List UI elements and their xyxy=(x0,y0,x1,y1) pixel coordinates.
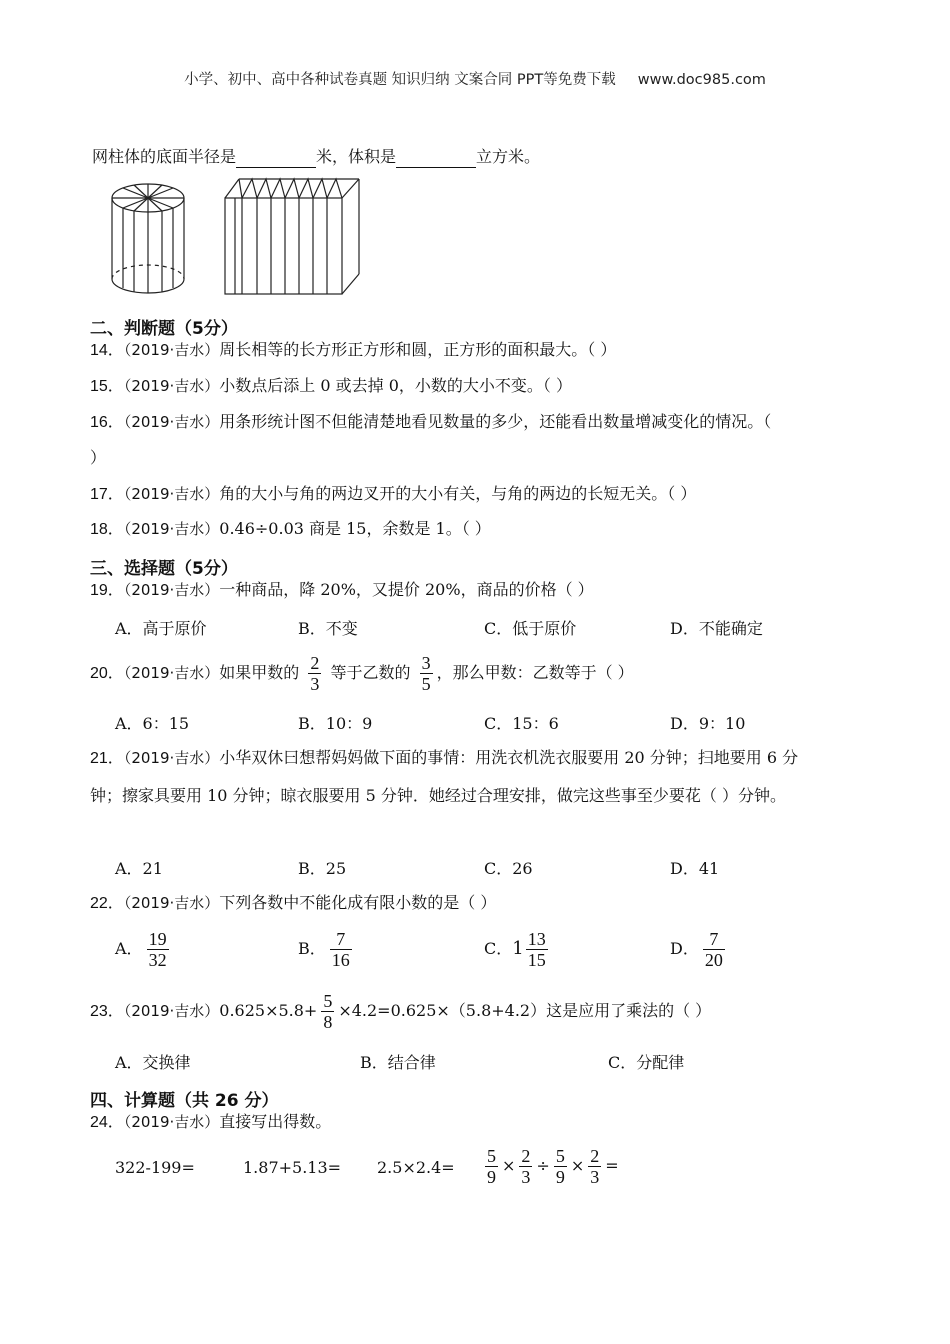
q19-option-c[interactable]: C．低于原价 xyxy=(484,619,577,638)
option-label: C． xyxy=(484,939,513,958)
q-source: （2019·吉水） xyxy=(123,377,220,395)
section-title-judge: 二、判断题（5分） xyxy=(90,319,238,339)
q-source: （2019·吉水） xyxy=(123,520,220,538)
numerator: 5 xyxy=(323,991,333,1011)
question-23 xyxy=(90,991,711,1032)
numerator: 19 xyxy=(148,929,167,949)
q-num: 21． xyxy=(90,750,124,767)
option-label: A． xyxy=(115,939,143,958)
q13-text-3: 立方米。 xyxy=(476,147,541,166)
answer-blank-volume[interactable] xyxy=(396,151,476,168)
fraction xyxy=(703,929,725,970)
numerator: 3 xyxy=(421,653,431,673)
numerator: 7 xyxy=(330,929,352,950)
q-source: （2019·吉水） xyxy=(123,581,220,599)
q22-option-b[interactable] xyxy=(298,929,356,970)
question-16 xyxy=(90,411,771,434)
q-text: 周长相等的长方形正方形和圆，正方形的面积最大。（ ） xyxy=(219,340,617,359)
cylinder-figures xyxy=(105,176,370,301)
option-label: D． xyxy=(670,939,699,958)
q-num: 18． xyxy=(90,521,124,538)
cuboid-figure xyxy=(225,179,359,294)
q23-option-a[interactable]: A．交换律 xyxy=(115,1053,191,1072)
denominator: 15 xyxy=(527,950,546,970)
denominator: 9 xyxy=(487,1167,496,1187)
numerator: 2 xyxy=(590,1146,600,1166)
q-text: 如果甲数的 xyxy=(219,663,300,682)
calc-item-4 xyxy=(481,1146,619,1187)
option-label: B． xyxy=(298,939,326,958)
denominator: 8 xyxy=(323,1012,333,1032)
operator: × xyxy=(570,1156,585,1175)
q-num: 15． xyxy=(90,378,124,395)
q-text: 小数点后添上 0 或去掉 0，小数的大小不变。（ ） xyxy=(219,376,572,395)
q-text: 直接写出得数。 xyxy=(219,1112,332,1131)
denominator: 16 xyxy=(331,950,350,970)
q-text: 一种商品，降 20%，又提价 20%，商品的价格（ ） xyxy=(219,580,594,599)
operator: ÷ xyxy=(536,1156,550,1175)
q-text: 小华双休曰想帮妈妈做下面的事情：用洗衣机洗衣服要用 20 分钟；扫地要用 6 分 xyxy=(219,748,799,767)
q-num: 17． xyxy=(90,486,124,503)
denominator: 3 xyxy=(310,674,320,694)
numerator: 2 xyxy=(310,653,320,673)
q-source: （2019·吉水） xyxy=(123,664,220,682)
q-num: 20． xyxy=(90,665,124,682)
denominator: 32 xyxy=(148,950,167,970)
section-title-choice: 三、选择题（5分） xyxy=(90,559,238,579)
q-source: （2019·吉水） xyxy=(123,485,220,503)
q21-option-c[interactable]: C．26 xyxy=(484,859,533,878)
q20-option-c[interactable]: C．15：6 xyxy=(484,714,559,733)
operator: = xyxy=(605,1156,619,1175)
q23-option-b[interactable]: B．结合律 xyxy=(360,1053,436,1072)
question-18 xyxy=(90,518,491,541)
q20-option-b[interactable]: B．10：9 xyxy=(298,714,373,733)
q-num: 16． xyxy=(90,414,124,431)
q19-option-d[interactable]: D．不能确定 xyxy=(670,619,763,638)
whole-number: 1 xyxy=(512,938,524,959)
q21-option-b[interactable]: B．25 xyxy=(298,859,347,878)
q-text: 角的大小与角的两边叉开的大小有关，与角的两边的长短无关。（ ） xyxy=(219,484,697,503)
fraction xyxy=(420,653,433,694)
q-num: 19． xyxy=(90,582,124,599)
q-num: 23． xyxy=(90,1003,124,1020)
header-url[interactable]: www.doc985.com xyxy=(637,72,766,88)
question-17 xyxy=(90,483,696,506)
q-source: （2019·吉水） xyxy=(123,341,220,359)
q13-text-1: 网柱体的底面半径是 xyxy=(92,147,237,166)
fraction xyxy=(485,1146,498,1187)
numerator: 5 xyxy=(555,1146,565,1166)
q19-option-a[interactable]: A．高于原价 xyxy=(115,619,207,638)
q-source: （2019·吉水） xyxy=(123,413,220,431)
q-source: （2019·吉水） xyxy=(123,749,220,767)
page-header xyxy=(0,68,950,89)
fraction xyxy=(526,929,548,970)
question-16-cont: ） xyxy=(90,448,107,467)
denominator: 3 xyxy=(590,1167,600,1187)
q21-option-a[interactable]: A．21 xyxy=(115,859,163,878)
question-14 xyxy=(90,339,616,362)
question-22 xyxy=(90,892,496,915)
answer-blank-radius[interactable] xyxy=(236,151,316,168)
q-source: （2019·吉水） xyxy=(123,894,220,912)
q-text: 0.625×5.8+ xyxy=(219,1001,318,1020)
numerator: 2 xyxy=(521,1146,531,1166)
operator: × xyxy=(502,1156,516,1175)
calc-item-1: 322-199= xyxy=(115,1158,195,1177)
fraction xyxy=(147,929,169,970)
denominator: 20 xyxy=(704,950,723,970)
q13-text-2: 米，体积是 xyxy=(316,147,397,166)
fraction xyxy=(554,1146,567,1187)
q19-option-b[interactable]: B．不变 xyxy=(298,619,358,638)
fraction xyxy=(330,929,352,970)
q-text: ×4.2=0.625×（5.8+4.2）这是应用了乘法的（ ） xyxy=(338,1001,712,1020)
q-num: 22． xyxy=(90,895,124,912)
q22-option-d[interactable] xyxy=(670,929,729,970)
q-text: 等于乙数的 xyxy=(330,663,411,682)
q-num: 14． xyxy=(90,342,124,359)
question-20 xyxy=(90,653,634,694)
question-24 xyxy=(90,1111,331,1134)
numerator: 5 xyxy=(487,1146,496,1166)
header-text: 小学、初中、高中各种试卷真题 知识归纳 文案合同 PPT等免费下载 xyxy=(184,72,616,88)
question-15 xyxy=(90,375,572,398)
q22-option-a[interactable] xyxy=(115,929,173,970)
question-19 xyxy=(90,579,594,602)
question-21-line2: 钟；擦家具要用 10 分钟；晾衣服要用 5 分钟．她经过合理安排，做完这些事至少要花（ ）分钟。 xyxy=(90,786,786,805)
q-text: ，那么甲数：乙数等于（ ） xyxy=(436,663,634,682)
q-text: 下列各数中不能化成有限小数的是（ ） xyxy=(219,893,497,912)
q22-option-c[interactable] xyxy=(484,929,552,970)
denominator: 3 xyxy=(521,1167,531,1187)
fraction xyxy=(321,991,334,1032)
cylinder-figure xyxy=(112,184,184,293)
q23-option-c[interactable]: C．分配律 xyxy=(608,1053,685,1072)
q-source: （2019·吉水） xyxy=(123,1002,220,1020)
q-text: 用条形统计图不但能清楚地看见数量的多少，还能看出数量增减变化的情况。（ xyxy=(219,412,772,431)
q20-option-d[interactable]: D．9：10 xyxy=(670,714,746,733)
q-num: 24． xyxy=(90,1114,124,1131)
numerator: 13 xyxy=(527,929,546,949)
section-title-calc: 四、计算题（共 26 分） xyxy=(90,1091,279,1111)
q-source: （2019·吉水） xyxy=(123,1113,220,1131)
question-21 xyxy=(90,747,798,770)
fraction xyxy=(519,1146,532,1187)
q13-tail xyxy=(92,146,540,168)
fraction xyxy=(588,1146,601,1187)
q20-option-a[interactable]: A．6：15 xyxy=(115,714,190,733)
calc-item-2: 1.87+5.13= xyxy=(243,1158,342,1177)
denominator: 5 xyxy=(421,674,431,694)
fraction xyxy=(308,653,321,694)
q21-option-d[interactable]: D．41 xyxy=(670,859,720,878)
numerator: 7 xyxy=(703,929,725,950)
denominator: 9 xyxy=(555,1167,565,1187)
q-text: 0.46÷0.03 商是 15，余数是 1。（ ） xyxy=(219,519,491,538)
calc-item-3: 2.5×2.4= xyxy=(377,1158,455,1177)
